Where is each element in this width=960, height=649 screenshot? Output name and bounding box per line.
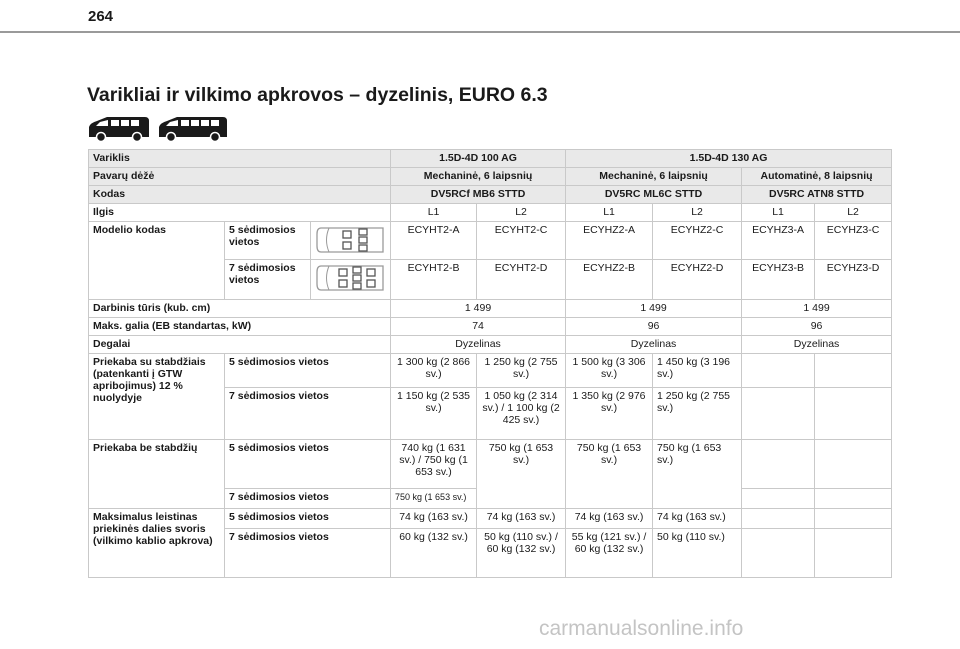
braked-value: 1 050 kg (2 314 sv.) / 1 100 kg (2 425 sv.) bbox=[477, 388, 566, 440]
code-value: DV5RC ATN8 STTD bbox=[742, 186, 892, 204]
row-engine bbox=[89, 150, 892, 168]
empty-cell bbox=[742, 509, 815, 529]
row-power bbox=[89, 318, 892, 336]
braked-seat7-label: 7 sėdimosios vietos bbox=[225, 388, 391, 440]
row-code bbox=[89, 186, 892, 204]
model-code: ECYHZ2-A bbox=[566, 222, 653, 260]
gearbox-label: Pavarų dėžė bbox=[89, 168, 391, 186]
braked-value: 1 250 kg (2 755 sv.) bbox=[653, 388, 742, 440]
van-long-icon bbox=[159, 117, 227, 142]
empty-cell bbox=[815, 489, 892, 509]
braked-value: 1 250 kg (2 755 sv.) bbox=[477, 354, 566, 388]
fuel-label: Degalai bbox=[89, 336, 391, 354]
engine-label: Variklis bbox=[89, 150, 391, 168]
braked-seat5-label: 5 sėdimosios vietos bbox=[225, 354, 391, 388]
header-divider bbox=[0, 31, 960, 33]
row-unbraked-5 bbox=[89, 440, 892, 489]
braked-value: 1 150 kg (2 535 sv.) bbox=[391, 388, 477, 440]
fuel-value: Dyzelinas bbox=[391, 336, 566, 354]
gearbox-value: Mechaninė, 6 laipsnių bbox=[566, 168, 742, 186]
row-braked-5 bbox=[89, 354, 892, 388]
nose-value: 74 kg (163 sv.) bbox=[653, 509, 742, 529]
nose-value: 55 kg (121 sv.) / 60 kg (132 sv.) bbox=[566, 529, 653, 578]
nose-value: 50 kg (110 sv.) / 60 kg (132 sv.) bbox=[477, 529, 566, 578]
displacement-value: 1 499 bbox=[742, 300, 892, 318]
model-code: ECYHT2-B bbox=[391, 260, 477, 300]
watermark: carmanualsonline.info bbox=[539, 617, 744, 640]
braked-value: 1 500 kg (3 306 sv.) bbox=[566, 354, 653, 388]
row-model-5 bbox=[89, 222, 892, 260]
empty-cell bbox=[815, 440, 892, 489]
unbraked-label: Priekaba be stabdžių bbox=[89, 440, 225, 509]
model-code: ECYHZ3-B bbox=[742, 260, 815, 300]
unbraked-value: 750 kg (1 653 sv.) bbox=[391, 489, 477, 509]
length-value: L2 bbox=[653, 204, 742, 222]
unbraked-value: 740 kg (1 631 sv.) / 750 kg (1 653 sv.) bbox=[391, 440, 477, 489]
unbraked-seat7-label: 7 sėdimosios vietos bbox=[225, 489, 391, 509]
empty-cell bbox=[742, 489, 815, 509]
page-title: Varikliai ir vilkimo apkrovos – dyzelinis, EURO 6.3 bbox=[87, 84, 548, 106]
power-value: 74 bbox=[391, 318, 566, 336]
code-label: Kodas bbox=[89, 186, 391, 204]
fuel-value: Dyzelinas bbox=[742, 336, 892, 354]
page-number: 264 bbox=[88, 8, 114, 25]
code-value: DV5RCf MB6 STTD bbox=[391, 186, 566, 204]
empty-cell bbox=[815, 529, 892, 578]
model-code: ECYHT2-A bbox=[391, 222, 477, 260]
displacement-value: 1 499 bbox=[391, 300, 566, 318]
row-fuel bbox=[89, 336, 892, 354]
row-displacement bbox=[89, 300, 892, 318]
row-gearbox bbox=[89, 168, 892, 186]
length-value: L1 bbox=[566, 204, 653, 222]
vehicle-icons bbox=[87, 113, 227, 143]
empty-cell bbox=[742, 440, 815, 489]
model-code: ECYHZ3-A bbox=[742, 222, 815, 260]
noseweight-label: Maksimalus leistinas priekinės dalies svoris (vilkimo kablio apkrova) bbox=[89, 509, 225, 578]
model-code: ECYHZ2-D bbox=[653, 260, 742, 300]
van-short-icon bbox=[89, 117, 149, 142]
model-code: ECYHZ3-C bbox=[815, 222, 892, 260]
model-code: ECYHZ2-B bbox=[566, 260, 653, 300]
unbraked-seat5-label: 5 sėdimosios vietos bbox=[225, 440, 391, 489]
engine-100: 1.5D-4D 100 AG bbox=[391, 150, 566, 168]
length-value: L2 bbox=[477, 204, 566, 222]
model-code: ECYHZ2-C bbox=[653, 222, 742, 260]
seat-layout-7-icon bbox=[311, 260, 391, 300]
braked-value: 1 300 kg (2 866 sv.) bbox=[391, 354, 477, 388]
fuel-value: Dyzelinas bbox=[566, 336, 742, 354]
length-value: L1 bbox=[391, 204, 477, 222]
empty-cell bbox=[742, 354, 815, 388]
empty-cell bbox=[815, 354, 892, 388]
empty-cell bbox=[742, 388, 815, 440]
unbraked-value: 750 kg (1 653 sv.) bbox=[566, 440, 653, 509]
spec-table bbox=[88, 149, 892, 578]
model-code: ECYHT2-D bbox=[477, 260, 566, 300]
row-nose-5 bbox=[89, 509, 892, 529]
nose-value: 60 kg (132 sv.) bbox=[391, 529, 477, 578]
engine-130: 1.5D-4D 130 AG bbox=[566, 150, 892, 168]
nose-value: 74 kg (163 sv.) bbox=[477, 509, 566, 529]
gearbox-value: Automatinė, 8 laipsnių bbox=[742, 168, 892, 186]
braked-value: 1 350 kg (2 976 sv.) bbox=[566, 388, 653, 440]
nose-value: 50 kg (110 sv.) bbox=[653, 529, 742, 578]
length-value: L1 bbox=[742, 204, 815, 222]
braked-value: 1 450 kg (3 196 sv.) bbox=[653, 354, 742, 388]
model-code: ECYHT2-C bbox=[477, 222, 566, 260]
seat-layout-5-icon bbox=[311, 222, 391, 260]
length-label: Ilgis bbox=[89, 204, 391, 222]
displacement-value: 1 499 bbox=[566, 300, 742, 318]
braked-label: Priekaba su stabdžiais (patenkanti į GTW apribojimus) 12 % nuolydyje bbox=[89, 354, 225, 440]
model-code: ECYHZ3-D bbox=[815, 260, 892, 300]
empty-cell bbox=[742, 529, 815, 578]
power-label: Maks. galia (EB standartas, kW) bbox=[89, 318, 391, 336]
nose-value: 74 kg (163 sv.) bbox=[566, 509, 653, 529]
power-value: 96 bbox=[566, 318, 742, 336]
power-value: 96 bbox=[742, 318, 892, 336]
empty-cell bbox=[815, 388, 892, 440]
nose-seat7-label: 7 sėdimosios vietos bbox=[225, 529, 391, 578]
gearbox-value: Mechaninė, 6 laipsnių bbox=[391, 168, 566, 186]
nose-value: 74 kg (163 sv.) bbox=[391, 509, 477, 529]
row-length bbox=[89, 204, 892, 222]
code-value: DV5RC ML6C STTD bbox=[566, 186, 742, 204]
nose-seat5-label: 5 sėdimosios vietos bbox=[225, 509, 391, 529]
displacement-label: Darbinis tūris (kub. cm) bbox=[89, 300, 391, 318]
seat5-label: 5 sėdimosios vietos bbox=[225, 222, 311, 260]
length-value: L2 bbox=[815, 204, 892, 222]
unbraked-value: 750 kg (1 653 sv.) bbox=[477, 440, 566, 509]
empty-cell bbox=[815, 509, 892, 529]
model-label: Modelio kodas bbox=[89, 222, 225, 300]
unbraked-value: 750 kg (1 653 sv.) bbox=[653, 440, 742, 509]
seat7-label: 7 sėdimosios vietos bbox=[225, 260, 311, 300]
